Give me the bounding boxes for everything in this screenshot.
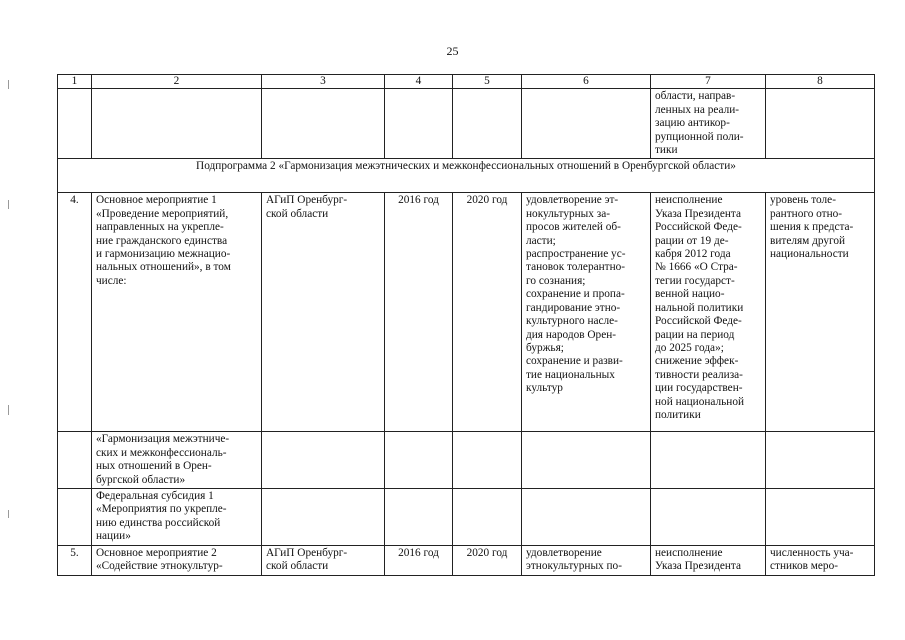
table-cell: [651, 489, 766, 546]
table-row-5: [58, 545, 875, 575]
table-cell: [522, 489, 651, 546]
end-year: 2020 год: [453, 193, 522, 432]
column-header-1: 1: [58, 75, 92, 89]
table-cell: [58, 89, 92, 159]
federal-subsidy-name: «Мероприятия по укрепле- нию единства российской нации»: [96, 503, 227, 543]
table-row-continuation: [58, 89, 875, 159]
end-year: 2020 год: [453, 545, 522, 575]
column-header-6: 6: [522, 75, 651, 89]
indicator-link: численность уча- стников меро-: [766, 545, 875, 575]
column-header-2: 2: [92, 75, 262, 89]
expected-result: удовлетворение этнокультурных по-: [522, 545, 651, 575]
table-cell: [92, 89, 262, 159]
page-number: 25: [446, 44, 459, 58]
table-cell: [453, 89, 522, 159]
subprogram-row: [58, 159, 875, 193]
measure-name: Основное мероприятие 2 «Содействие этнокультур-: [92, 545, 262, 575]
row-number: 5.: [58, 545, 92, 575]
table-row-sub-measure: [58, 432, 875, 489]
table-cell: [522, 89, 651, 159]
subprogram-title: Подпрограмма 2 «Гармонизация межэтнических и межконфессиональных отношений в Оренбургской области»: [58, 159, 875, 193]
header-row: [58, 75, 875, 89]
table-cell: [262, 489, 385, 546]
table-cell: [385, 489, 453, 546]
margin-mark: [8, 200, 9, 209]
table-cell: [453, 432, 522, 489]
executor: АГиП Оренбург- ской области: [262, 193, 385, 432]
consequence-cell: области, направ- ленных на реали- зацию антикор- рупционной поли- тики: [651, 89, 766, 159]
federal-subsidy-cell: [92, 489, 262, 546]
table-cell: [58, 489, 92, 546]
row-number: 4.: [58, 193, 92, 432]
table-cell: [385, 432, 453, 489]
table-cell: [522, 432, 651, 489]
federal-subsidy-title: Федеральная субсидия 1: [96, 490, 214, 503]
table-cell: [766, 89, 875, 159]
start-year: 2016 год: [385, 193, 453, 432]
measure-name: Основное мероприятие 1 «Проведение мероприятий, направленных на укрепле- ние гражданского единства и гармонизацию межнацио- нальных отношений», в том числе:: [92, 193, 262, 432]
expected-result: удовлетворение эт- нокультурных за- просов жителей об- ласти; распространение ус- тановок толерантно- го сознания; сохранение и пропа- гандирование этно- культурного насле- дия народов Орен- буржья; сохранение и разви- тие национальных культур: [522, 193, 651, 432]
margin-mark: [8, 405, 9, 415]
non-implementation-consequences: неисполнение Указа Президента Российской Феде- рации от 19 де- кабря 2012 года № 1666 «О Стра- тегии государст- венной нацио- нальной политики Российской Феде- рации на период до 2025 года»; снижение эффек- тивности реализа- ции государствен- ной национальной политики: [651, 193, 766, 432]
table-cell: [262, 89, 385, 159]
column-header-3: 3: [262, 75, 385, 89]
indicator-link: уровень толе- рантного отно- шения к предста- вителям другой национальности: [766, 193, 875, 432]
column-header-8: 8: [766, 75, 875, 89]
sub-measure-name: «Гармонизация межэтниче- ских и межконфессиональ- ных отношений в Орен- бургской области»: [92, 432, 262, 489]
table-cell: [651, 432, 766, 489]
column-header-7: 7: [651, 75, 766, 89]
table-cell: [385, 89, 453, 159]
table-row-federal-subsidy: [58, 489, 875, 546]
table-cell: [453, 489, 522, 546]
table-cell: [58, 432, 92, 489]
program-table: [57, 74, 875, 576]
column-header-4: 4: [385, 75, 453, 89]
table-cell: [262, 432, 385, 489]
margin-mark: [8, 510, 9, 518]
margin-mark: [8, 80, 9, 89]
non-implementation-consequences: неисполнение Указа Президента: [651, 545, 766, 575]
executor: АГиП Оренбург- ской области: [262, 545, 385, 575]
table-row-4: [58, 193, 875, 432]
table-cell: [766, 432, 875, 489]
start-year: 2016 год: [385, 545, 453, 575]
table-cell: [766, 489, 875, 546]
column-header-5: 5: [453, 75, 522, 89]
